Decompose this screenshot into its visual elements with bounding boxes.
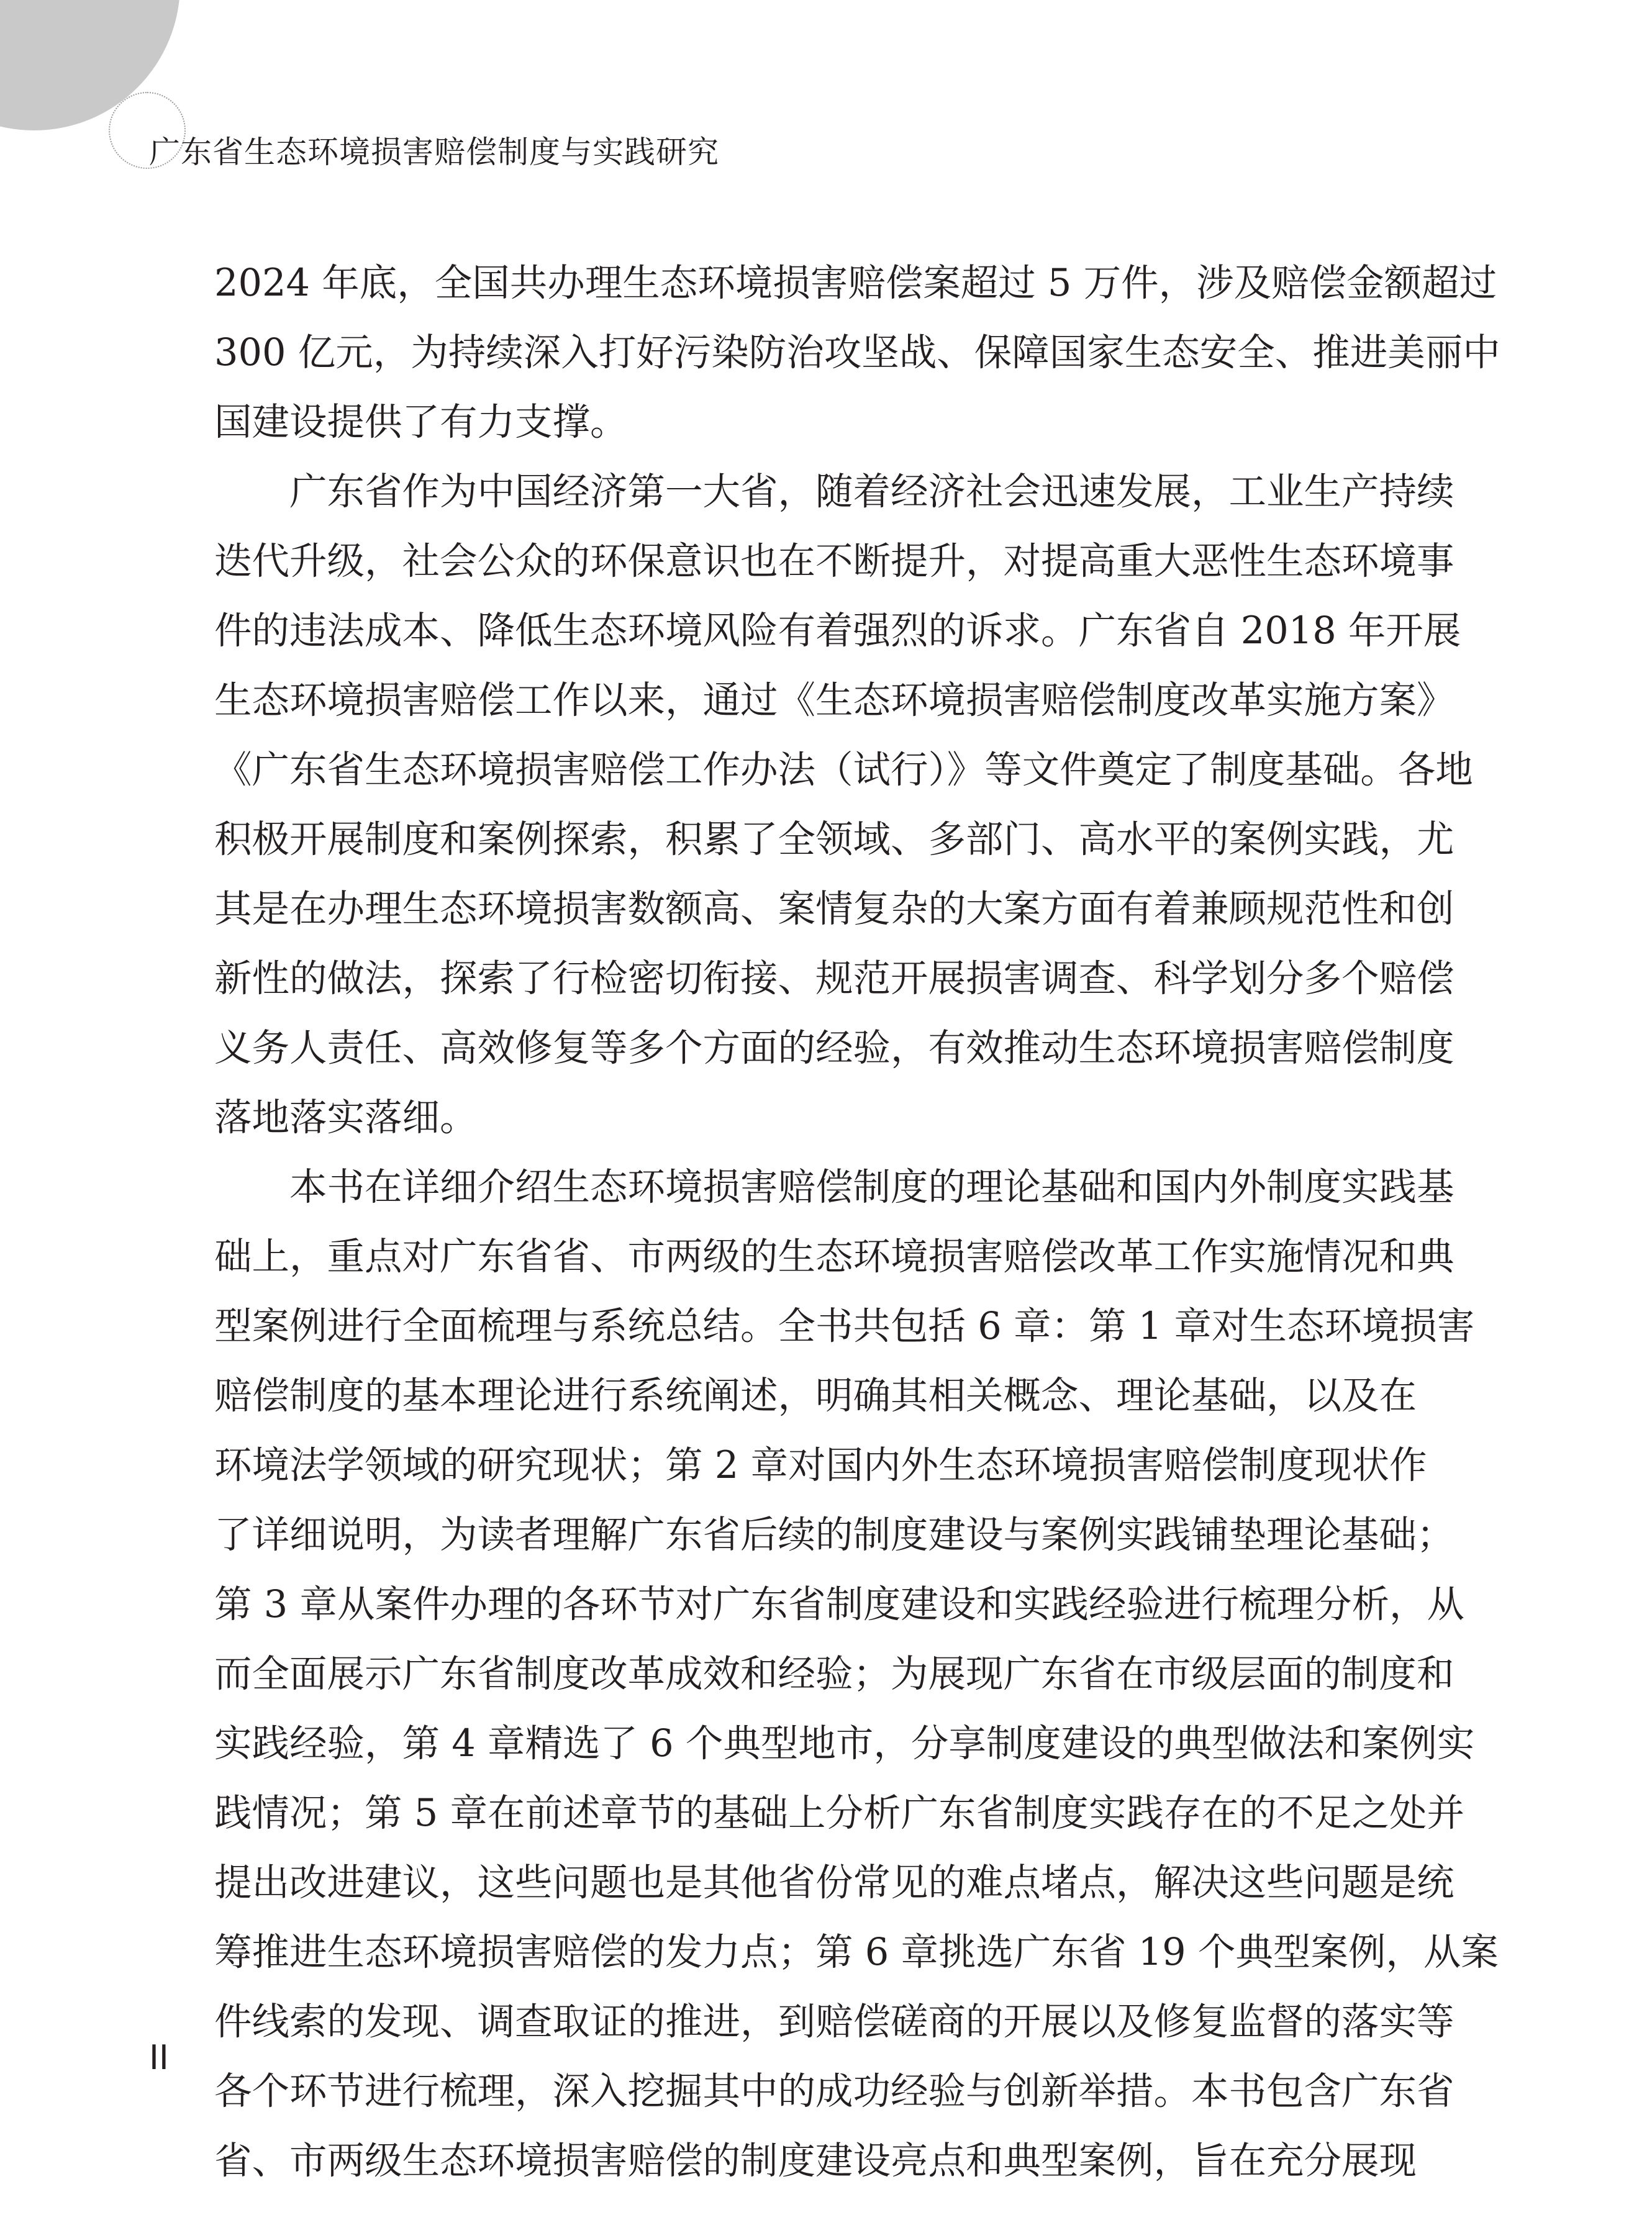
body-line: 件的违法成本、降低生态环境风险有着强烈的诉求。广东省自 2018 年开展 xyxy=(214,609,1461,653)
body-line: 300 亿元，为持续深入打好污染防治攻坚战、保障国家生态安全、推进美丽中 xyxy=(214,331,1500,374)
body-line: 2024 年底，全国共办理生态环境损害赔偿案超过 5 万件，涉及赔偿金额超过 xyxy=(214,261,1497,305)
body-line: 实践经验，第 4 章精选了 6 个典型地市，分享制度建设的典型做法和案例实 xyxy=(214,1722,1475,1765)
body-line: 件线索的发现、调查取证的推进，到赔偿磋商的开展以及修复监督的落实等 xyxy=(214,2000,1455,2044)
body-line: 《广东省生态环境损害赔偿工作办法（试行）》等文件奠定了制度基础。各地 xyxy=(214,748,1473,792)
body-line: 积极开展制度和案例探索，积累了全领域、多部门、高水平的案例实践，尤 xyxy=(214,818,1455,861)
body-line: 础上，重点对广东省省、市两级的生态环境损害赔偿改革工作实施情况和典 xyxy=(214,1235,1455,1279)
body-line: 赔偿制度的基本理论进行系统阐述，明确其相关概念、理论基础，以及在 xyxy=(214,1374,1417,1418)
body-line: 迭代升级，社会公众的环保意识也在不断提升，对提高重大恶性生态环境事 xyxy=(214,540,1455,583)
running-header-title: 广东省生态环境损害赔偿制度与实践研究 xyxy=(149,134,719,170)
body-line: 新性的做法，探索了行检密切衔接、规范开展损害调查、科学划分多个赔偿 xyxy=(214,957,1455,1000)
body-line: 生态环境损害赔偿工作以来，通过《生态环境损害赔偿制度改革实施方案》 xyxy=(214,679,1455,722)
body-line: 各个环节进行梳理，深入挖掘其中的成功经验与创新举措。本书包含广东省 xyxy=(214,2070,1455,2113)
body-line: 省、市两级生态环境损害赔偿的制度建设亮点和典型案例，旨在充分展现 xyxy=(214,2139,1417,2183)
body-line: 第 3 章从案件办理的各环节对广东省制度建设和实践经验进行梳理分析，从 xyxy=(214,1583,1464,1626)
body-line: 型案例进行全面梳理与系统总结。全书共包括 6 章：第 1 章对生态环境损害 xyxy=(214,1305,1475,1348)
body-line: 而全面展示广东省制度改革成效和经验；为展现广东省在市级层面的制度和 xyxy=(214,1652,1455,1696)
body-line: 国建设提供了有力支撑。 xyxy=(214,401,628,444)
body-line: 践情况；第 5 章在前述章节的基础上分析广东省制度实践存在的不足之处并 xyxy=(214,1791,1464,1835)
body-line: 义务人责任、高效修复等多个方面的经验，有效推动生态环境损害赔偿制度 xyxy=(214,1026,1455,1070)
body-line: 落地落实落细。 xyxy=(214,1096,478,1139)
body-line: 本书在详细介绍生态环境损害赔偿制度的理论基础和国内外制度实践基 xyxy=(214,1166,1455,1209)
body-line: 其是在办理生态环境损害数额高、案情复杂的大案方面有着兼顾规范性和创 xyxy=(214,887,1455,931)
body-line: 了详细说明，为读者理解广东省后续的制度建设与案例实践铺垫理论基础； xyxy=(214,1513,1455,1557)
body-line: 提出改进建议，这些问题也是其他省份常见的难点堵点，解决这些问题是统 xyxy=(214,1861,1455,1905)
body-line: 环境法学领域的研究现状；第 2 章对国内外生态环境损害赔偿制度现状作 xyxy=(214,1444,1427,1487)
page-number: II xyxy=(149,2038,169,2077)
body-text xyxy=(214,248,1500,2196)
body-line: 广东省作为中国经济第一大省，随着经济社会迅速发展，工业生产持续 xyxy=(214,470,1455,514)
body-line: 筹推进生态环境损害赔偿的发力点；第 6 章挑选广东省 19 个典型案例，从案 xyxy=(214,1931,1499,1974)
